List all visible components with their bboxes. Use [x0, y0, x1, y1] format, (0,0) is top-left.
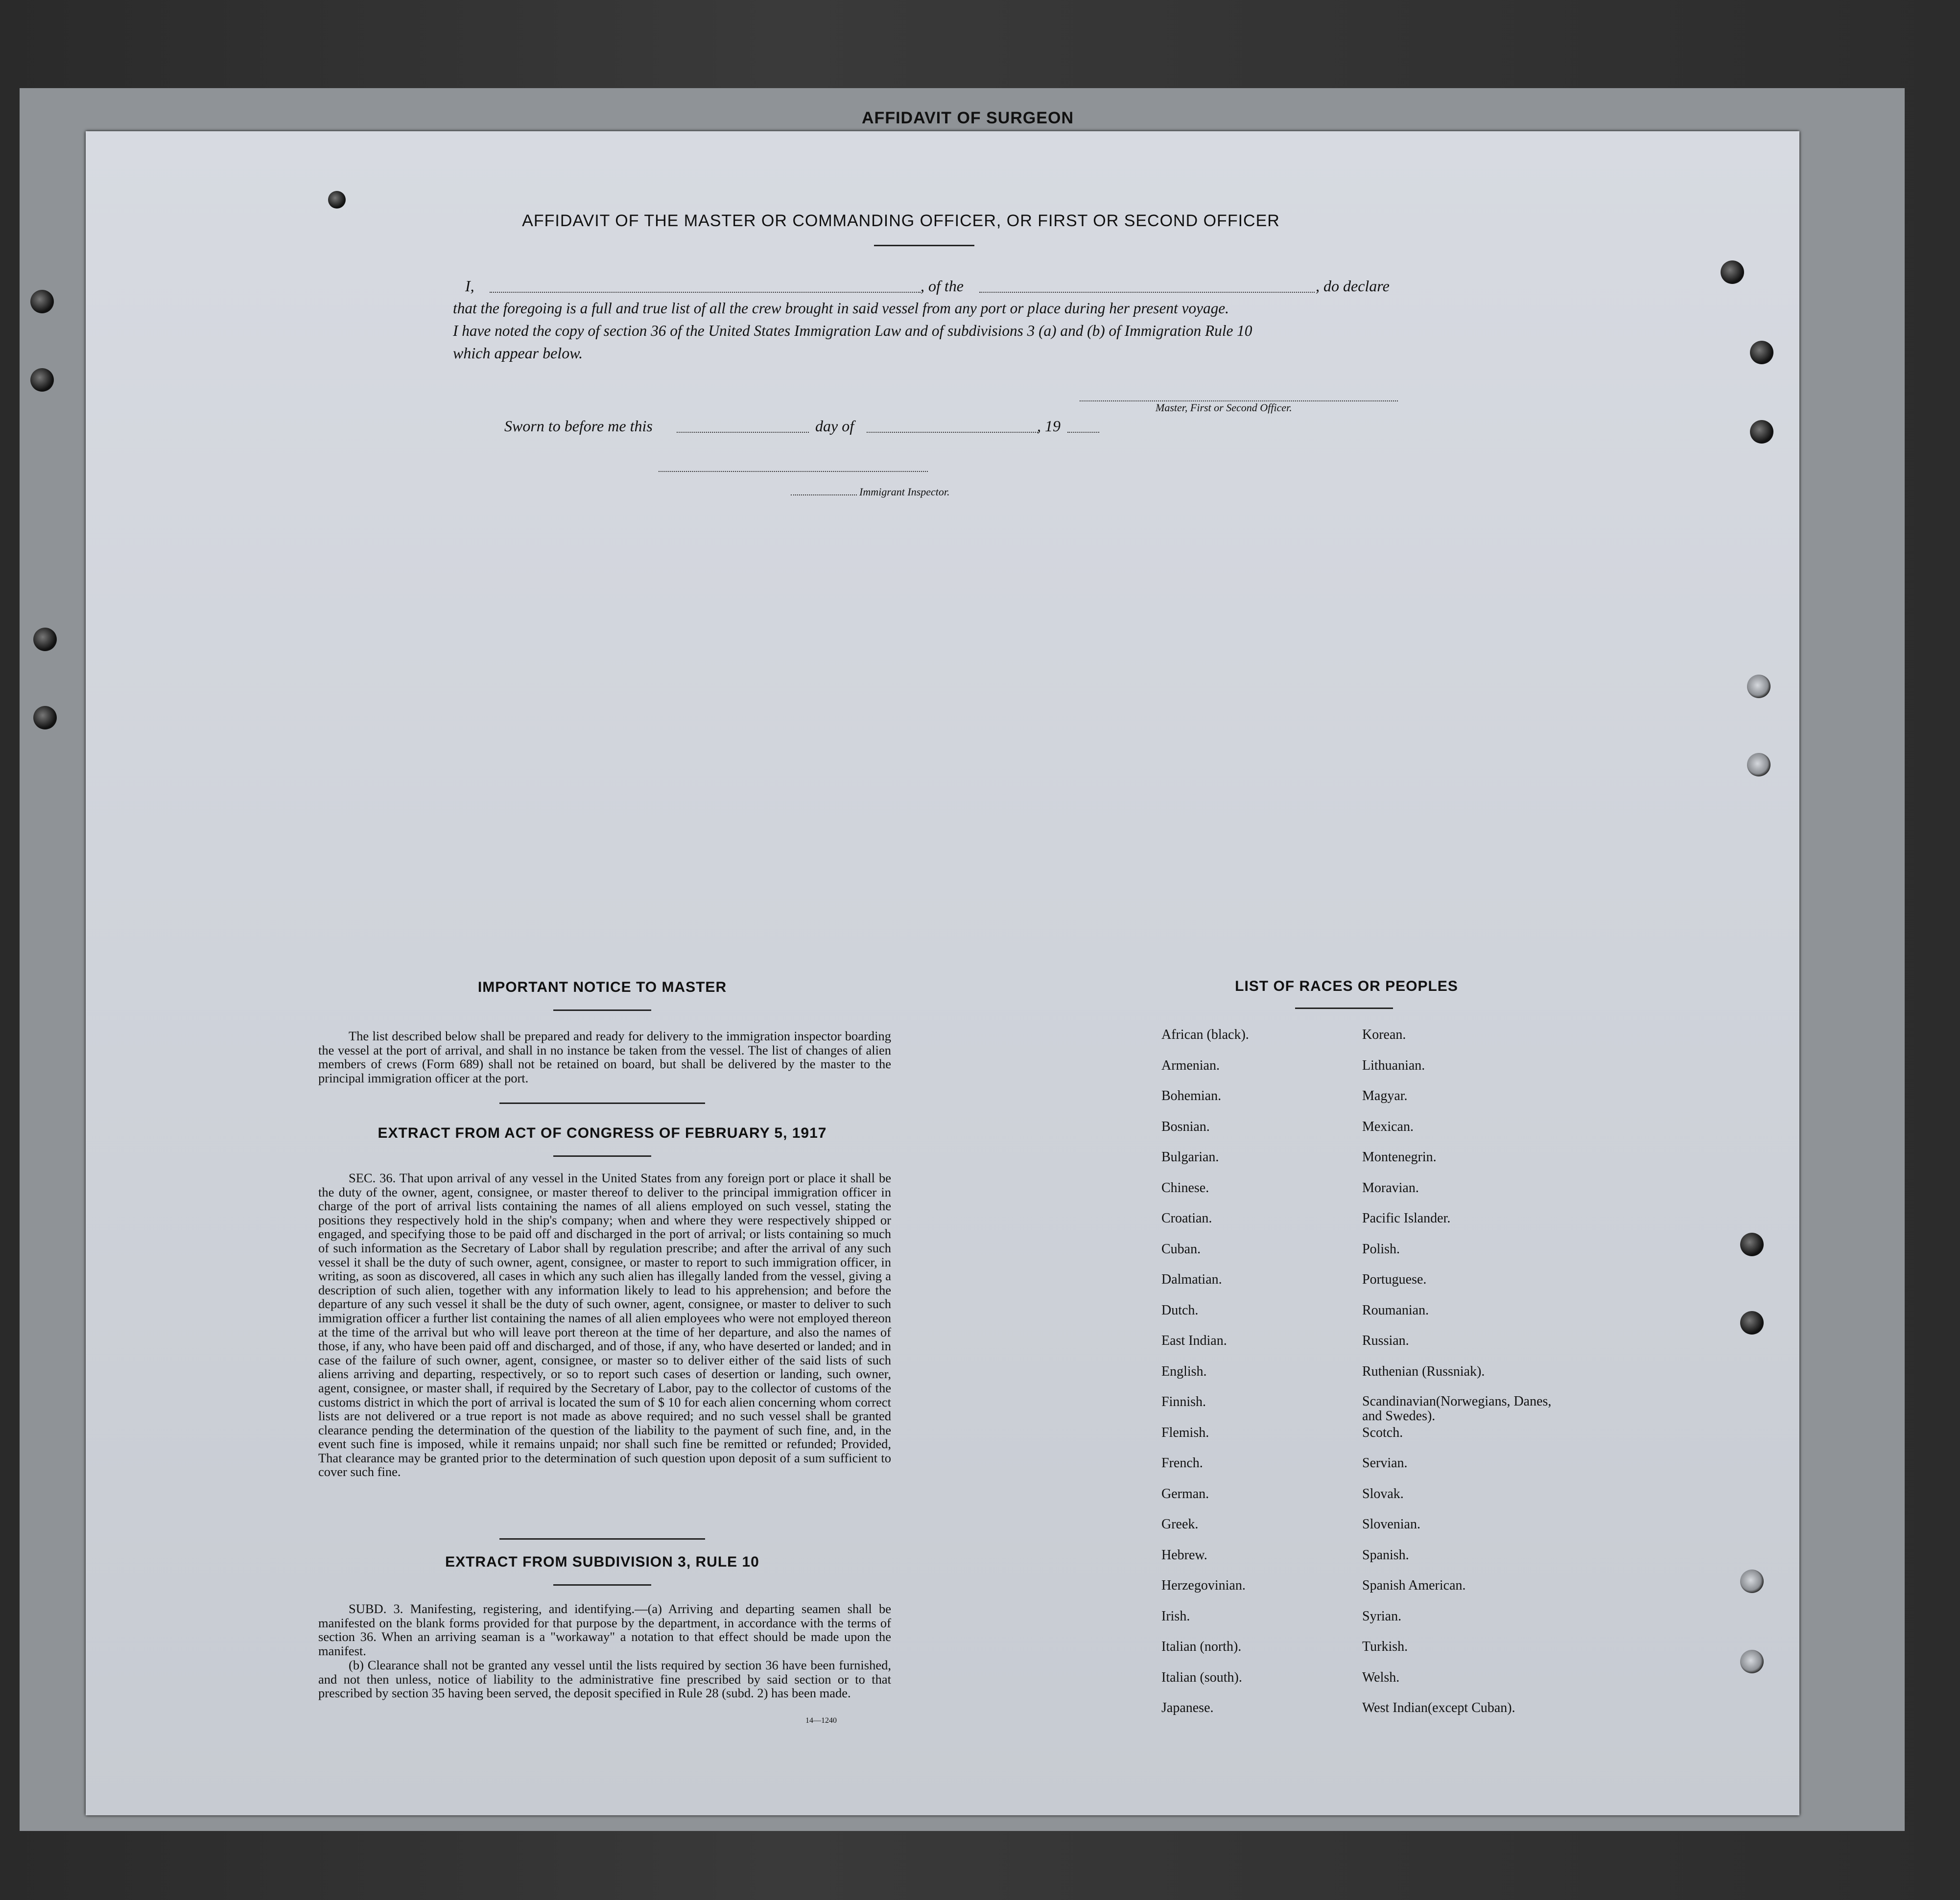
- race-item: Irish.: [1161, 1608, 1190, 1624]
- race-item: Flemish.: [1161, 1425, 1209, 1440]
- binder-hole: [1721, 260, 1744, 284]
- race-item: Scotch.: [1362, 1425, 1403, 1440]
- race-item: Magyar.: [1362, 1088, 1408, 1103]
- race-item: Spanish.: [1362, 1547, 1409, 1563]
- race-item: Turkish.: [1362, 1639, 1408, 1654]
- race-item: Hebrew.: [1161, 1547, 1207, 1563]
- race-item: Bosnian.: [1161, 1119, 1210, 1134]
- sworn-year-field[interactable]: [1067, 432, 1099, 433]
- race-item: Dutch.: [1161, 1302, 1199, 1318]
- rule-extract-a-content: SUBD. 3. Manifesting, registering, and identifying.—(a) Arriving and departing seamen shall be manifested on the blank forms provided for that purpose by the department, in accordance with the terms of section 36. When an arriving seaman is a "workaway" a notation to that effect should be made upon the manifest.: [318, 1601, 891, 1658]
- section-divider: [499, 1538, 705, 1540]
- races-left-column: [1161, 1027, 1249, 1731]
- sworn-label: Sworn to before me this: [504, 417, 653, 435]
- race-item: Herzegovinian.: [1161, 1578, 1246, 1593]
- race-item: Croatian.: [1161, 1211, 1212, 1226]
- race-item: Chinese.: [1161, 1180, 1209, 1196]
- race-item: Lithuanian.: [1362, 1057, 1425, 1073]
- binder-hole: [30, 368, 54, 392]
- binder-hole: [33, 628, 57, 651]
- race-item: Syrian.: [1362, 1608, 1402, 1624]
- race-item: Finnish.: [1161, 1394, 1206, 1409]
- race-item: Russian.: [1362, 1333, 1409, 1348]
- notice-text-content: The list described below shall be prepared and ready for delivery to the immigration inspector boarding the vessel at the port of arrival, and shall in no instance be taken from the vessel. The list of changes of alien members of crews (Form 689) shall not be retained on board, but shall be delivered by the master to the principal immigration officer at the port.: [318, 1029, 891, 1085]
- binder-hole: [1750, 420, 1773, 444]
- sworn-month-field[interactable]: [867, 432, 1038, 433]
- notice-title-rule: [553, 1009, 651, 1011]
- race-item: Welsh.: [1362, 1669, 1400, 1685]
- rule-extract-title: EXTRACT FROM SUBDIVISION 3, RULE 10: [445, 1554, 759, 1570]
- race-item: Italian (south).: [1161, 1669, 1242, 1685]
- binder-hole: [1750, 341, 1773, 364]
- races-title: LIST OF RACES OR PEOPLES: [1235, 978, 1458, 994]
- binder-hole: [1747, 753, 1771, 776]
- race-item: Bulgarian.: [1161, 1149, 1219, 1165]
- declaration-i: I,: [465, 277, 474, 295]
- race-item: African (black).: [1161, 1027, 1249, 1042]
- notice-title: IMPORTANT NOTICE TO MASTER: [477, 979, 727, 995]
- race-item: Portuguese.: [1362, 1272, 1427, 1287]
- race-item: Slovenian.: [1362, 1517, 1420, 1532]
- underlying-page-header: AFFIDAVIT OF SURGEON: [862, 109, 1074, 127]
- race-item: Slovak.: [1362, 1486, 1404, 1501]
- declaration-do-declare: , do declare: [1316, 277, 1390, 295]
- race-item: Scandinavian(Norwegians, Danes, and Swedes).: [1362, 1394, 1552, 1424]
- race-item: Bohemian.: [1161, 1088, 1222, 1103]
- race-item: Servian.: [1362, 1455, 1408, 1471]
- race-item: West Indian(except Cuban).: [1362, 1700, 1515, 1715]
- section-divider: [499, 1102, 705, 1104]
- sworn-day-field[interactable]: [677, 432, 809, 433]
- race-item: Spanish American.: [1362, 1578, 1466, 1593]
- race-item: Mexican.: [1362, 1119, 1414, 1134]
- congress-title-rule: [553, 1155, 651, 1157]
- title-rule: [874, 245, 974, 246]
- notice-text: [318, 1029, 891, 1085]
- rule-extract-text-b: [318, 1658, 891, 1700]
- race-item: Korean.: [1362, 1027, 1406, 1042]
- declaration-of-the: , of the: [921, 277, 964, 295]
- binder-hole: [1747, 675, 1771, 698]
- master-signature-label: Master, First or Second Officer.: [1156, 401, 1292, 414]
- race-item: Greek.: [1161, 1517, 1199, 1532]
- races-title-rule: [1295, 1008, 1393, 1009]
- sworn-year-prefix: , 19: [1037, 417, 1061, 435]
- race-item: Montenegrin.: [1362, 1149, 1437, 1165]
- inspector-label: Immigrant Inspector.: [859, 486, 950, 498]
- form-number: 14—1240: [805, 1716, 837, 1725]
- rule-extract-text-a: [318, 1602, 891, 1658]
- binder-hole: [328, 191, 346, 209]
- affidavit-title: AFFIDAVIT OF THE MASTER OR COMMANDING OFFICER, OR FIRST OR SECOND OFFICER: [522, 211, 1280, 230]
- rule-extract-b-content: (b) Clearance shall not be granted any vessel until the lists required by section 36 have been furnished, and not then unless, notice of liability to the administrative fine prescribed by said section or to that prescribed by section 35 having been served, the deposit specified in Rule 28 (subd. 2) has been made.: [318, 1658, 891, 1701]
- inspector-leader: [791, 494, 857, 495]
- binder-hole: [33, 706, 57, 729]
- race-item: English.: [1161, 1363, 1207, 1379]
- race-item: Ruthenian (Russniak).: [1362, 1363, 1485, 1379]
- race-item: Japanese.: [1161, 1700, 1214, 1715]
- race-item: French.: [1161, 1455, 1203, 1471]
- congress-extract-content: SEC. 36. That upon arrival of any vessel in the United States from any foreign port or place it shall be the duty of the owner, agent, consignee, or master thereof to deliver to the principal immigration officer in charge of the port of arrival lists containing the names of all aliens employed on such vessel, stating the positions they respectively hold in the ship's company; when and where they were respectively shipped or engaged, and specifying those to be paid off and discharged in the port of arrival; or lists containing so much of such information as the Secretary of Labor shall by regulation prescribe; and after the arrival of any such vessel it shall be the duty of such owner, agent, consignee, or master to report to such immigration officer, in writing, as soon as discovered, all cases in which any such alien has illegally landed from the vessel, giving a description of such alien, together with any information likely to lead to his apprehension; and before the departure of any such vessel it shall be the duty of such owner, agent, consignee, or master to deliver to such immigration officer a further list containing the names of all alien employees who were not employed thereon at the time of the arrival but who will leave port thereon at the time of her departure, and also the names of those, if any, who have been paid off and discharged, and of those, if any, who have deserted or landed; and in case of the failure of such owner, agent, consignee, or master so to deliver either of the said lists of such aliens arriving and departing, respectively, or so to report such cases of desertion or landing, such owner, agent, consignee, or master shall, if required by the Secretary of Labor, pay to the collector of customs of the customs district in which the port of arrival is located the sum of $ 10 for each alien concerning whom correct lists are not delivered or a true report is not made as above required; and no such vessel shall be granted clearance pending the determination of the question of the liability to the payment of such fine, and, in the event such fine is imposed, while it remains unpaid; nor shall such fine be remitted or refunded; Provided, That clearance may be granted prior to the determination of such question upon deposit of a sum sufficient to cover such fine.: [318, 1171, 891, 1479]
- race-item: Roumanian.: [1362, 1302, 1429, 1318]
- declaration-line-1: [465, 277, 474, 295]
- declaration-line-4: which appear below.: [453, 344, 583, 362]
- binder-hole: [30, 290, 54, 313]
- race-item: German.: [1161, 1486, 1209, 1501]
- inspector-signature-field[interactable]: [659, 471, 928, 472]
- race-item: Polish.: [1362, 1241, 1400, 1257]
- race-item: Pacific Islander.: [1362, 1211, 1451, 1226]
- race-item: Cuban.: [1161, 1241, 1201, 1257]
- binder-hole: [1740, 1570, 1764, 1593]
- binder-hole: [1740, 1233, 1764, 1256]
- races-right-column: [1362, 1027, 1568, 1731]
- binder-hole: [1740, 1311, 1764, 1335]
- race-item: East Indian.: [1161, 1333, 1227, 1348]
- congress-extract-title: EXTRACT FROM ACT OF CONGRESS OF FEBRUARY 5, 1917: [378, 1125, 827, 1141]
- rule-title-rule: [553, 1584, 651, 1586]
- race-item: Moravian.: [1362, 1180, 1419, 1196]
- declaration-line-2: that the foregoing is a full and true list of all the crew brought in said vessel from any port or place during her present voyage.: [453, 300, 1229, 317]
- declaration-line-3: I have noted the copy of section 36 of the United States Immigration Law and of subdivisions 3 (a) and (b) of Immigration Rule 10: [453, 322, 1252, 339]
- race-item: Armenian.: [1161, 1057, 1220, 1073]
- race-item: Italian (north).: [1161, 1639, 1242, 1654]
- congress-extract-text: [318, 1171, 891, 1479]
- sworn-day-of: day of: [815, 417, 854, 435]
- master-name-field[interactable]: [490, 292, 921, 293]
- race-item: Dalmatian.: [1161, 1272, 1222, 1287]
- binder-hole: [1740, 1650, 1764, 1673]
- vessel-name-field[interactable]: [979, 292, 1315, 293]
